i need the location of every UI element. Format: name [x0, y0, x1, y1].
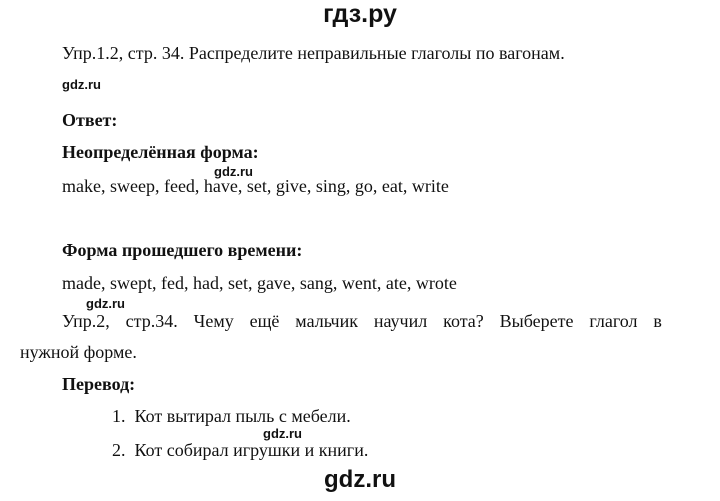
task-2-word: Упр.2,	[62, 311, 110, 331]
task-2-word: мальчик	[295, 311, 358, 331]
task-2-line-2: нужной форме.	[20, 342, 137, 362]
task-2-word: глагол	[589, 311, 638, 331]
section-1-words: make, sweep, feed, have, set, give, sing, go, eat, write	[62, 176, 449, 196]
watermark-top: гдз.ру	[323, 0, 397, 28]
task-2-line-1	[62, 311, 662, 332]
watermark-bottom: gdz.ru	[324, 466, 396, 493]
list-item-text: Кот собирал игрушки и книги.	[134, 440, 369, 460]
list-item-number: 1.	[112, 406, 126, 426]
watermark-small-2: gdz.ru	[214, 164, 253, 179]
section-2-words: made, swept, fed, had, set, gave, sang, went, ate, wrote	[62, 273, 457, 293]
task-2-word: научил	[373, 311, 428, 331]
list-item-text: Кот вытирал пыль с мебели.	[134, 406, 351, 426]
list-item-number: 2.	[112, 440, 126, 460]
watermark-small-1: gdz.ru	[62, 77, 101, 92]
task-2-word: стр.34.	[125, 311, 178, 331]
task-1-text: Упр.1.2, стр. 34. Распределите неправильные глаголы по вагонам.	[62, 43, 565, 63]
task-2-word: ещё	[249, 311, 280, 331]
translation-label: Перевод:	[62, 374, 136, 394]
list-item-2	[112, 440, 368, 461]
section-1-heading: Неопределённая форма:	[62, 142, 259, 162]
list-item-1	[112, 406, 351, 427]
answer-label: Ответ:	[62, 110, 118, 130]
watermark-small-3: gdz.ru	[86, 296, 125, 311]
task-2-word: в	[653, 311, 662, 331]
watermark-small-4: gdz.ru	[263, 426, 302, 441]
section-2-heading: Форма прошедшего времени:	[62, 240, 303, 260]
task-2-word: Выберете	[499, 311, 574, 331]
task-2-word: кота?	[443, 311, 484, 331]
task-2-word: Чему	[193, 311, 234, 331]
